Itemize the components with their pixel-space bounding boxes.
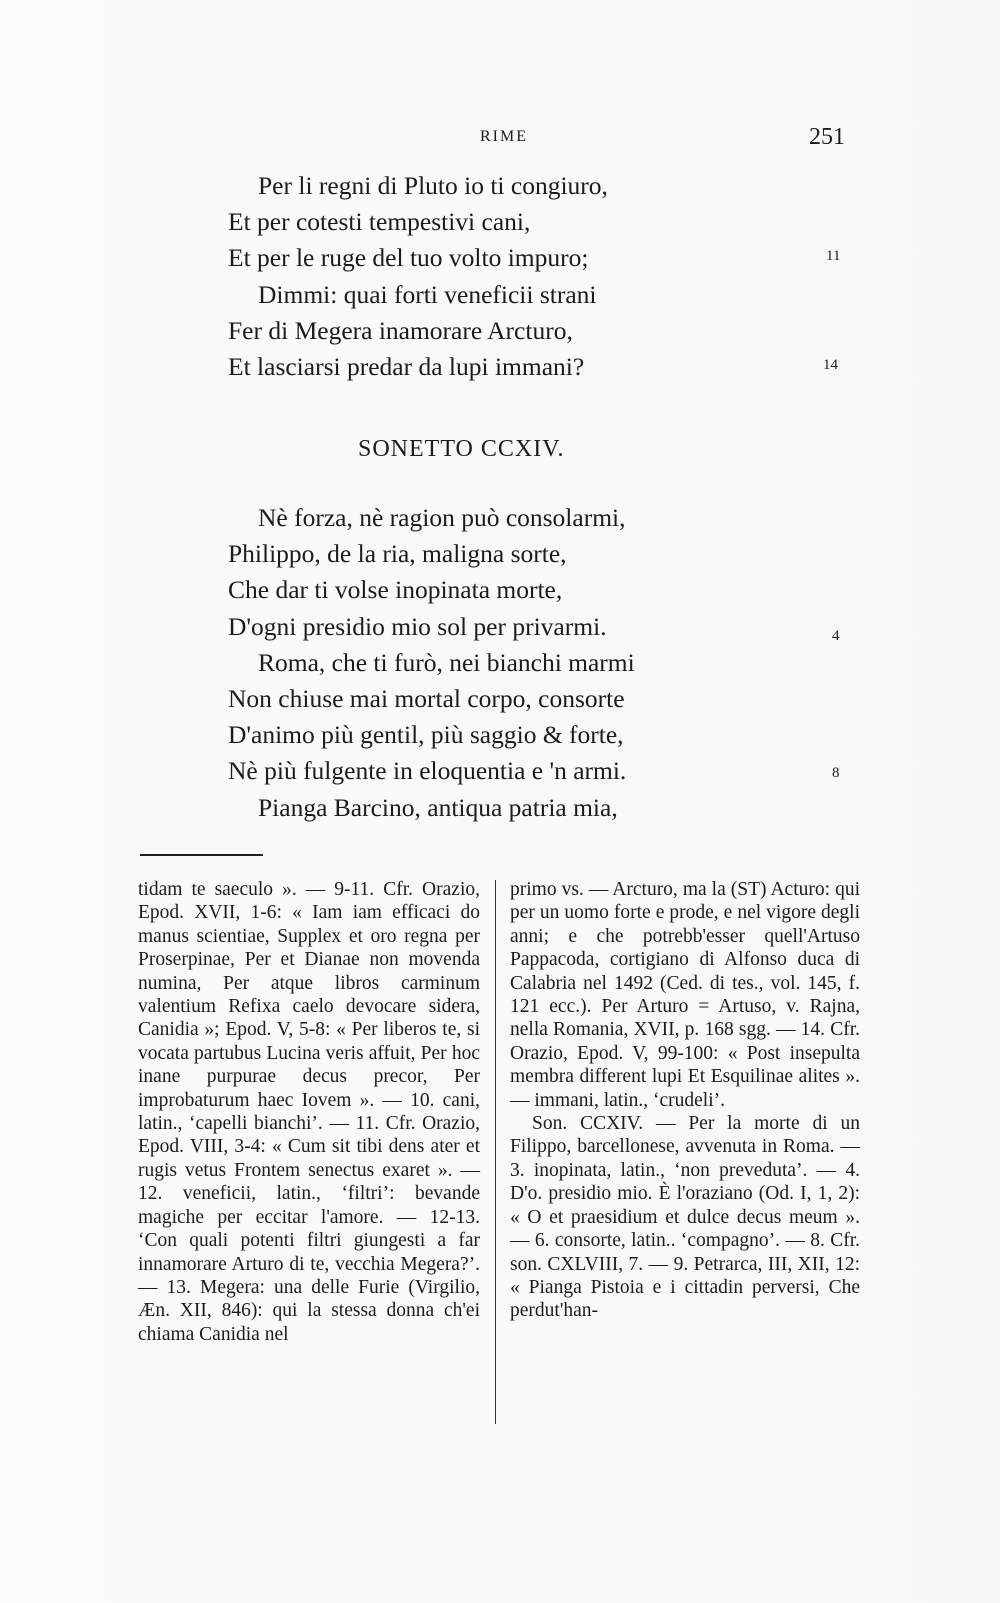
verse-line: Non chiuse mai mortal corpo, consorte [228,684,625,714]
verse-line: Che dar ti volse inopinata morte, [228,575,563,605]
verse-line: Et per cotesti tempestivi cani, [228,207,531,237]
verse-line: Et lasciarsi predar da lupi immani? [228,352,585,382]
verse-line: Fer di Megera inamorare Arcturo, [228,315,573,345]
verse-line: Philippo, de la ria, maligna sorte, [228,539,567,569]
line-number: 14 [823,357,838,373]
verse-line: Per li regni di Pluto io ti congiuro, [258,171,608,200]
verse-line: Nè più fulgente in eloquentia e 'n armi. [228,756,627,786]
notes-left-column [138,878,480,1346]
poem-ending [228,168,608,385]
verse-line: Pianga Barcino, antiqua patria mia, [258,792,618,822]
column-divider [495,880,496,1424]
verse-line: Nè forza, nè ragion può consolarmi, [258,503,626,532]
page-number: 251 [809,124,845,150]
verse-line: Et per le ruge del tuo volto impuro; [228,243,589,273]
line-number: 11 [826,248,841,264]
sonnet-text [228,500,635,826]
note-paragraph: primo vs. — Arcturo, ma la (ST) Acturo: qui per un uomo forte e prode, e nel vigore degli anni; e che potrebb'esser quell'Artuso Pappacoda, cortigiano di Alfonso duca di Calabria nel 1492 (Ced. di tes., vol. 145, f. 121 ecc.). Per Arturo = Artuso, v. Rajna, nella Romania, XVII, p. 168 sgg. — 14. Cfr. Orazio, Epod. V, 99-100: « Post insepulta membra different lupi Et Esquilinae alites ». — immani, latin., ‘crudeli’. [510,879,860,1111]
verse-line: D'animo più gentil, più saggio & forte, [228,720,624,750]
verse-line: Dimmi: quai forti veneficii strani [258,279,597,309]
line-number: 4 [832,628,840,644]
note-paragraph: tidam te saeculo ». — 9-11. Cfr. Orazio, Epod. XVII, 1-6: « Iam iam efficaci do manus scientiae, Supplex et oro regna per Proserpinae, Per et Dianae non movenda numina, Per atque libros carminum valentium Refixa caelo devocare sidera, Canidia »; Epod. V, 5-8: « Per liberos te, si vocata partubus Lucina veris affuit, Per hoc inane purpurae decus precor, Per improbaturum haec Iovem ». — 10. cani, latin., ‘capelli bianchi’. — 11. Cfr. Orazio, Epod. VIII, 3-4: « Cum sit tibi dens ater et rugis vetus Frontem senectus exaret ». — 12. veneficii, latin., ‘filtri’: bevande magiche per eccitar l'amore. — 12-13. ‘Con quali potenti filtri giungesti a far innamorare Arturo di te, vecchia Megera?’. — 13. Megera: una delle Furie (Virgilio, Æn. XII, 846): qui la stessa donna ch'ei chiama Canidia nel [138,879,480,1345]
running-head: RIME [480,128,528,145]
note-paragraph: Son. CCXIV. — Per la morte di un Filippo, barcellonese, avvenuta in Roma. — 3. inopinata, latin., ‘non preveduta’. — 4. D'o. presidio mio. È l'oraziano (Od. I, 1, 2): « O et praesidium et dulce decus meum ». — 6. consorte, latin.. ‘compagno’. — 8. Cfr. son. CXLVIII, 7. — 9. Petrarca, III, XII, 12: « Pianga Pistoia e i cittadin perversi, Che perdut'han- [510,1113,860,1322]
footnote-rule [140,854,263,856]
verse-line: Roma, che ti furò, nei bianchi marmi [258,647,635,677]
verse-line: D'ogni presidio mio sol per privarmi. [228,611,607,641]
notes-right-column [510,878,860,1323]
sonnet-title: SONETTO CCXIV. [358,436,565,462]
line-number: 8 [832,765,840,781]
